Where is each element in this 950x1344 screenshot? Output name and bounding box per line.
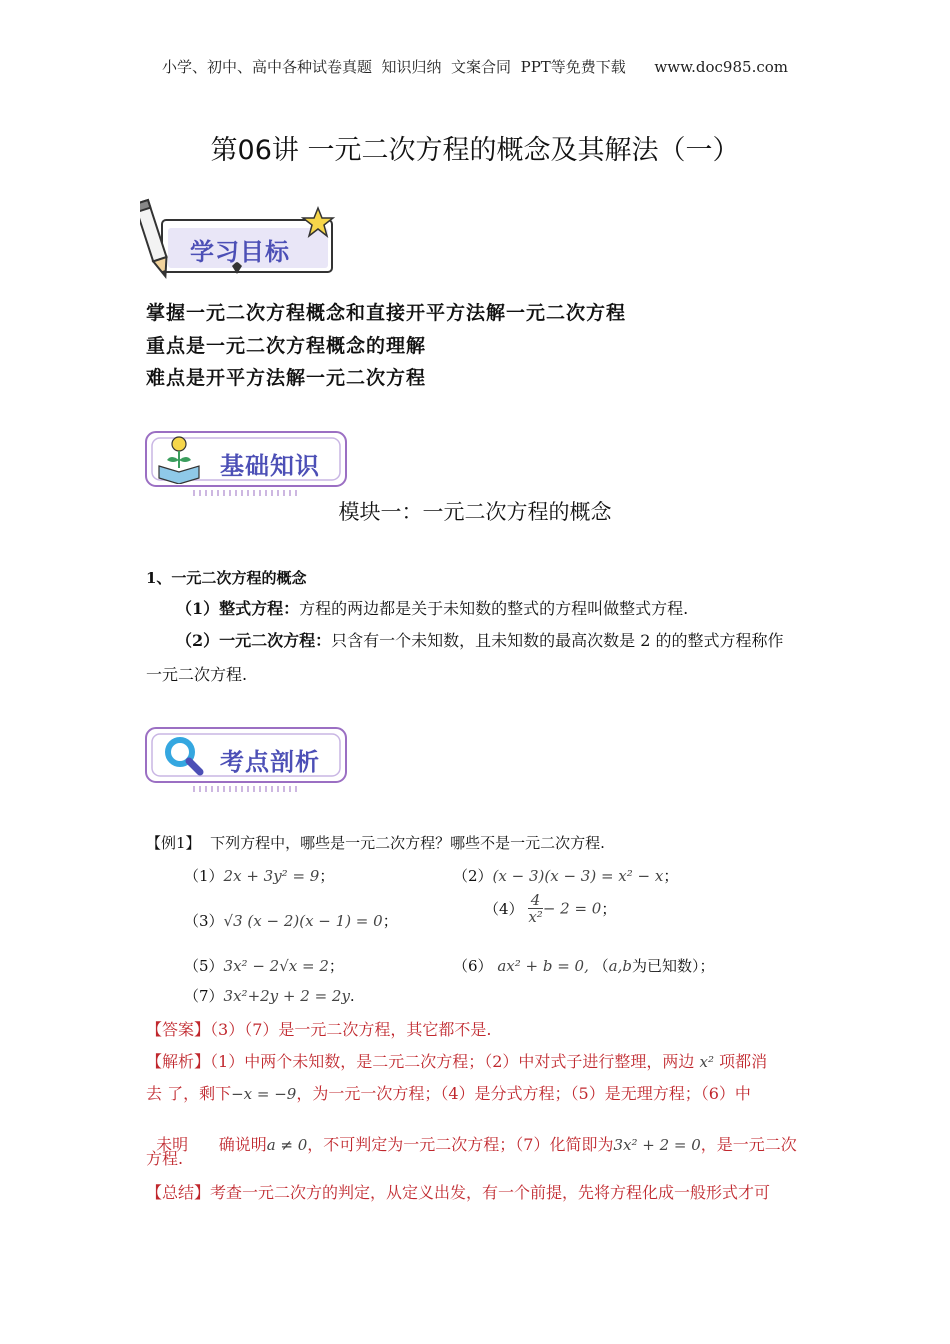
example-item-7 xyxy=(184,985,355,1006)
example-item-1 xyxy=(184,865,334,886)
example-item-3 xyxy=(184,910,398,931)
item-tail: . xyxy=(349,987,355,1005)
equation-3: √3 (x − 2)(x − 1) = 0 xyxy=(223,912,383,930)
analysis-text: 去 了，剩下 xyxy=(146,1084,232,1103)
item-number: （7） xyxy=(184,987,224,1005)
example-tag: 【例1】 xyxy=(146,834,201,852)
definition-1-label: （1）整式方程： xyxy=(176,599,300,618)
equation-7: 3x²+2y + 2 = 2y xyxy=(223,987,350,1005)
example-item-6 xyxy=(453,955,715,976)
magnifier-icon xyxy=(162,734,206,778)
analysis-math: x² xyxy=(699,1053,714,1071)
example-question-text: 下列方程中，哪些是一元二次方程？哪些不是一元二次方程. xyxy=(210,834,605,852)
definition-1-text: 方程的两边都是关于未知数的整式的方程叫做整式方程. xyxy=(299,599,689,618)
equation-6: ax² + b = 0, xyxy=(497,957,589,975)
item-number: （6） xyxy=(453,957,493,975)
constants-ab: a,b xyxy=(608,957,632,975)
analysis-text: 未明 确说明 xyxy=(156,1135,267,1154)
basics-badge xyxy=(144,428,349,500)
answer-line xyxy=(146,1017,491,1040)
example-item-4 xyxy=(484,892,616,925)
item-tail: ； xyxy=(601,900,617,918)
goals-badge-label: 学习目标 xyxy=(190,238,290,266)
analysis-tag: 【解析】 xyxy=(146,1052,211,1071)
section-heading: 1、一元二次方程的概念 xyxy=(146,569,307,587)
example-item-5 xyxy=(184,955,344,976)
analysis-text: ，不可判定为一元二次方程；（7）化简即为 xyxy=(307,1135,614,1154)
equation-2: (x − 3)(x − 3) = x² − x xyxy=(492,867,664,885)
definition-2-label: （2）一元二次方程： xyxy=(176,631,332,650)
goal-3: 难点是开平方法解一元二次方程 xyxy=(146,367,427,389)
example-item-2 xyxy=(453,865,678,886)
definition-2-text: 只含有一个未知数，且未知数的最高次数是 2 的的整式方程称作 xyxy=(331,631,784,650)
analysis-line-4: 方程. xyxy=(146,1149,184,1168)
item-tail: 为已知数）； xyxy=(632,957,715,975)
example-question xyxy=(146,832,605,853)
item-tail: ； xyxy=(663,867,679,885)
equation-4-rest: − 2 = 0 xyxy=(542,899,602,918)
fraction-denominator: x² xyxy=(528,908,543,926)
analysis-line-3 xyxy=(146,1113,797,1155)
item-number: （1） xyxy=(184,867,224,885)
item-tail: ； xyxy=(319,867,335,885)
analysis-math: −x = −9 xyxy=(231,1085,297,1103)
goals-badge xyxy=(140,198,340,288)
analysis-math: a ≠ 0 xyxy=(266,1136,308,1154)
page-title: 第06讲 一元二次方程的概念及其解法（一） xyxy=(210,135,740,166)
item-tail: ； xyxy=(328,957,344,975)
analysis-badge xyxy=(144,724,349,796)
definition-2-cont: 一元二次方程. xyxy=(146,665,248,684)
definition-1 xyxy=(176,593,688,625)
paren-open: （ xyxy=(593,957,609,975)
basics-badge-label: 基础知识 xyxy=(220,452,320,480)
summary-text: 考查一元二次方的判定，从定义出发，有一个前提，先将方程化成一般形式才可 xyxy=(210,1183,771,1202)
fraction-numerator: 4 xyxy=(528,892,542,909)
equation-4-fraction xyxy=(528,892,542,925)
module-title: 模块一：一元二次方程的概念 xyxy=(338,500,612,524)
analysis-line-2 xyxy=(146,1081,751,1104)
analysis-text: 项都消 xyxy=(719,1052,768,1071)
goal-1: 掌握一元二次方程概念和直接开平方法解一元二次方程 xyxy=(146,302,627,324)
item-number: （5） xyxy=(184,957,224,975)
analysis-text: ，是一元二次 xyxy=(700,1135,797,1154)
summary-line xyxy=(146,1180,770,1203)
answer-text: （3）（7）是一元二次方程，其它都不是. xyxy=(210,1020,492,1039)
analysis-math: 3x² + 2 = 0 xyxy=(613,1136,701,1154)
definition-2 xyxy=(176,625,784,657)
book-lightbulb-icon xyxy=(156,434,202,484)
analysis-text: ，为一元一次方程；（4）是分式方程；（5）是无理方程；（6）中 xyxy=(296,1084,751,1103)
item-number: （4） xyxy=(484,900,524,918)
summary-tag: 【总结】 xyxy=(146,1183,211,1202)
answer-tag: 【答案】 xyxy=(146,1020,211,1039)
analysis-text: （1）中两个未知数，是二元二次方程；（2）中对式子进行整理，两边 xyxy=(210,1052,695,1071)
equation-5: 3x² − 2√x = 2 xyxy=(223,957,329,975)
item-tail: ； xyxy=(382,912,398,930)
analysis-line-1 xyxy=(146,1049,767,1072)
analysis-badge-label: 考点剖析 xyxy=(220,748,320,776)
item-number: （2） xyxy=(453,867,493,885)
page-header: 小学、初中、高中各种试卷真题 知识归纳 文案合同 PPT等免费下载 www.doc985.com xyxy=(161,58,788,76)
goal-2: 重点是一元二次方程概念的理解 xyxy=(146,335,427,357)
item-number: （3） xyxy=(184,912,224,930)
equation-1: 2x + 3y² = 9 xyxy=(223,867,320,885)
